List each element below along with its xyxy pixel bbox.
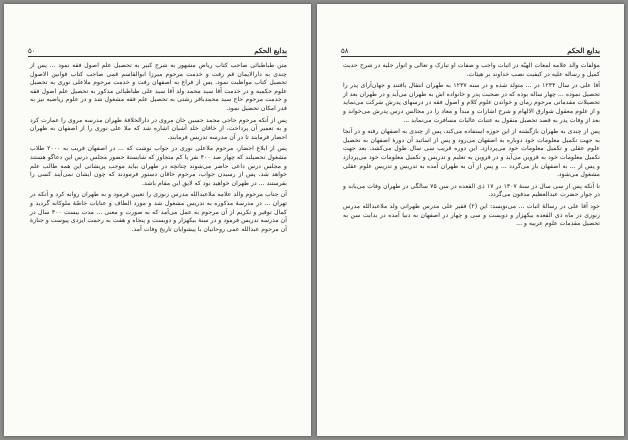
paragraph: تا آنکه پس از سی سال در سنهٔ ۱۳۰۷ در ۱۷ ذی القعده در سن ۷۵ سالگی در طهران وفات می‌یابد و در جوار حضرت عبدالعظیم مدفون می‌گردد. (343, 182, 600, 199)
paragraph: پس از آنکه مرحوم حاجی محمد حسین خان مروی در دارالخلافهٔ طهران مدرسه مروی را عمارت کرد و به تعمیر آن پرداخت، از خاقان خلد آشیان اشاره شد که ملا علی نوری را از اصفهان به طهران احضار فرمایند تا در آن مدرسه تدریس فرمایند. (30, 116, 287, 141)
paragraph: پس از چندی به طهران بازگشته از این حوزه استفاده می‌کند، پس از چندی به اصفهان رفته و در آنجا به جهت تکمیل معلومات خود دوباره به اصفهان می‌رود و پس از اساتید آن دورهٔ اصفهان به تحصیل علوم عقلی و تکمیل معلومات خود می‌پردازد. این دوره قریب سی سال طول می‌کشد. بعد جهت تکمیل معلومات خود به قزوین می‌آید و در قزوین به تعلیم و تدریس و تکمیل معلومات خود می‌پردازد و پس از ... به اصفهان باز می‌گردد ... و پس از آن به طهران آمده به تدریس و تدریس علوم عقلی مشغول می‌شود. (343, 128, 600, 179)
paragraph: مؤلفات والد علامه لمعات الهیّه در اثبات واجب و صفات او تبارک و تعالی و انوار جلیه در شرح حدیث کمیل و رساله علیه در کیفیت نصب خداوند بر هیئات. (343, 62, 600, 78)
left-page-running-title: بدایع الحکم (254, 46, 287, 55)
paragraph: پس از ابلاغ احضار، مرحوم ملاعلی نوری در جواب نوشت که ... در اصفهان قریب به ۲۰۰۰ طلاب مشغول تحصیلند که چهار صد ۴۰۰ نفر یا کم متجاوز که شایستهٔ حضور مجلس درس این دعاگو هستند و مجلس درس داعی حاضر می‌شوند چنانچه در طهران بیاید موجب پریشانی این همه طالب علم خواهد شد. پس از رسیدن جواب، مرحوم خاقان دستور فرمودند که چون ایشان نمی‌آیند کسی را بفرستند ... در طهران خواهید بود که لایق این مقام باشد. (30, 145, 287, 187)
left-page-number: ۵۰ (28, 47, 36, 55)
left-page (4, 4, 311, 436)
right-page-running-title: بدایع الحکم (567, 46, 600, 55)
paragraph: آن جناب مرحوم والد علامه ملاعبدالله مدرس زنوزی را تعیین فرمود و به طهران روانه کرد و آنکه در تهران ... در مدرسهٔ مذکوره به تدریس مشغول شد و مورد الطاف و عنایات خاصّهٔ ملوکانه گردید و کمال توقیر و تکریم از آن مرحوم به عمل می‌آمد که به صورت و معنی ... مدت بیست ۴۰۰ سال در آن مدرسه تدریس فرمود و در سنهٔ بیکهزار و دویست و پنجاه و هفت به رحمت ایزدی پیوست و جنازهٔ آن مرحوم عبدالله عمی روحانیان با پیشوایان تاریخ وفات آمد. (30, 191, 287, 233)
paragraph: آقا علی در سال ۱۲۳۴ در ... متولد شده و در سنه ۱۲۳۷ به طهران انتقال یافتند و جهان‌آرای پدر را تحصیل نموده ... چهار ساله بوده که در صحبت پدر و خانواده اش به طهران می‌آید و در طهران بعد از تحصیلات مقدماتی مرحوم زمان و خواندن علوم کلام و اصول فقه در درسهای پدرش شرکت می‌نماید و از علوم معقول شوارق الالهام و شرح اشارات و مبدأ و معاد را در مجالس درس پدرش می‌خواند و بعد از وفات پدر به قصد تحصیل منقول به عتبات عالیات مسافرت می‌نماید ... (343, 82, 600, 124)
right-page-body (343, 62, 600, 232)
left-page-body (30, 62, 287, 237)
left-page-header (28, 44, 287, 57)
right-page-number: ۵۸ (341, 47, 349, 55)
paragraph: متن طباطبائی صاحب کتاب ریاض مشهور به شرح کبیر به تحصیل علم اصول فقه نمود ... پس از چندی به دارالایمان قم رفت و خدمت مرحوم میرزا ابوالقاسم قمی صاحب کتاب قوانین الاصول تحصیل کتاب مواظبت نمود. پس از فراغ به اصفهان رفت و خدمت مرحوم ملاعلی نوری به تحصیل علوم حکمیه و در خدمت آقا سید محمد ولد آقا سید علی طباطبائی مذکور به تحصیل علم اصول فقه و خدمت مرحوم حاج سید محمدباقر رشتی به تحصیل علم فقه مشغول شد و در علوم ریاضیه نیز به قدر امکان تحصیل نمود. (30, 62, 287, 112)
book-spread (4, 4, 624, 436)
right-page-header (341, 44, 600, 57)
right-page (317, 4, 624, 436)
paragraph: خود آقا علی در رسالهٔ اثبات ... می‌نویسد: این (۲) فقیر علی مدرس طهرانی ولد ملاعبدالله مدرس زنوزی در ماه ذی القعده بیکهزار و دویست و سی و چهار در اصفهان به دنیا آمده در بدایت سن به تحصیل مقدمات علوم عربیه و ... (343, 202, 601, 228)
